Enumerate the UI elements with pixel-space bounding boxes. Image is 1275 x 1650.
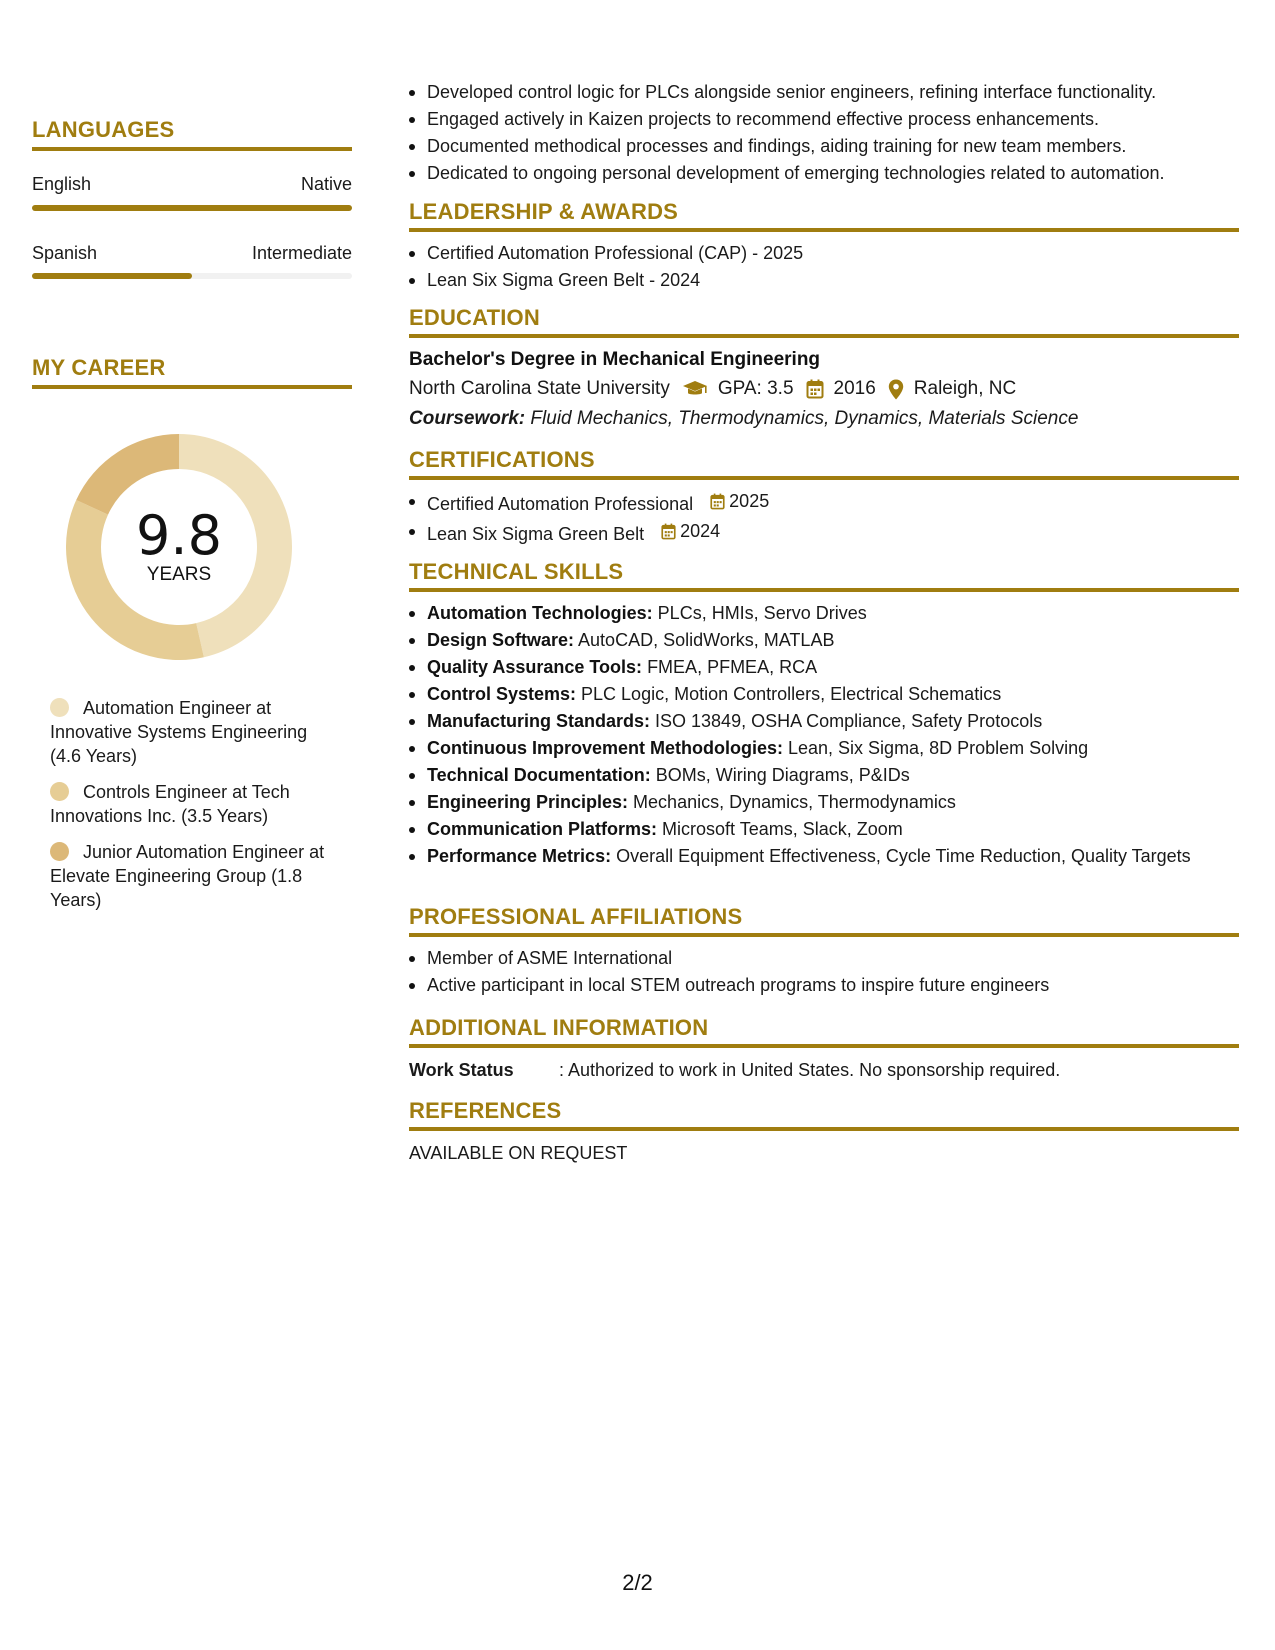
list-item: Member of ASME International bbox=[409, 945, 1239, 972]
education-location: Raleigh, NC bbox=[913, 378, 1017, 399]
list-item bbox=[409, 735, 1239, 762]
references-heading: REFERENCES bbox=[409, 1098, 1239, 1131]
certification-year: 2024 bbox=[680, 521, 721, 541]
affiliations-heading: PROFESSIONAL AFFILIATIONS bbox=[409, 904, 1239, 937]
skill-category: Performance Metrics: bbox=[427, 846, 612, 866]
skill-values: PLC Logic, Motion Controllers, Electrical Schematics bbox=[576, 684, 1002, 704]
list-item bbox=[409, 600, 1239, 627]
language-name: English bbox=[32, 174, 92, 194]
certifications-list bbox=[409, 488, 1239, 548]
education-details bbox=[409, 374, 1239, 404]
skill-category: Manufacturing Standards: bbox=[427, 711, 651, 731]
skill-category: Engineering Principles: bbox=[427, 792, 629, 812]
language-bar-fill bbox=[32, 205, 352, 211]
calendar-icon bbox=[710, 493, 725, 510]
list-item: Dedicated to ongoing personal development of emerging technologies related to automation. bbox=[409, 160, 1239, 187]
skill-values: Microsoft Teams, Slack, Zoom bbox=[657, 819, 903, 839]
education-gpa: GPA: 3.5 bbox=[717, 378, 794, 399]
references-section bbox=[409, 1098, 1239, 1167]
education-degree: Bachelor's Degree in Mechanical Engineering bbox=[409, 349, 821, 370]
leadership-heading: LEADERSHIP & AWARDS bbox=[409, 199, 1239, 232]
language-name: Spanish bbox=[32, 243, 98, 263]
certification-year: 2025 bbox=[729, 491, 770, 511]
skill-values: Mechanics, Dynamics, Thermodynamics bbox=[628, 792, 956, 812]
list-item bbox=[409, 789, 1239, 816]
skill-values: ISO 13849, OSHA Compliance, Safety Protocols bbox=[650, 711, 1043, 731]
work-status-label: Work Status bbox=[409, 1060, 514, 1080]
list-item: Certified Automation Professional (CAP) - 2025 bbox=[409, 240, 1239, 267]
skill-values: BOMs, Wiring Diagrams, P&IDs bbox=[650, 765, 910, 785]
certification-name: Certified Automation Professional bbox=[427, 494, 694, 514]
page-number: 2/2 bbox=[622, 1570, 653, 1595]
legend-dot-icon bbox=[50, 782, 69, 801]
language-bar-fill bbox=[32, 273, 192, 279]
list-item bbox=[409, 627, 1239, 654]
list-item bbox=[409, 762, 1239, 789]
legend-item bbox=[50, 696, 340, 768]
list-item: Active participant in local STEM outreach programs to inspire future engineers bbox=[409, 972, 1239, 999]
list-item bbox=[409, 708, 1239, 735]
language-row-english bbox=[32, 174, 352, 195]
legend-label: Automation Engineer at Innovative Systems Engineering (4.6 Years) bbox=[50, 698, 308, 766]
calendar-icon bbox=[806, 379, 824, 399]
skill-category: Continuous Improvement Methodologies: bbox=[427, 738, 783, 758]
skills-list bbox=[409, 600, 1239, 870]
skills-section bbox=[409, 559, 1239, 870]
list-item bbox=[409, 816, 1239, 843]
language-level: Intermediate bbox=[251, 243, 352, 263]
list-item bbox=[409, 488, 1239, 518]
list-item: Documented methodical processes and findings, aiding training for new team members. bbox=[409, 133, 1239, 160]
list-item: Lean Six Sigma Green Belt - 2024 bbox=[409, 267, 1239, 294]
graduation-cap-icon bbox=[682, 380, 708, 398]
languages-heading: LANGUAGES bbox=[32, 117, 352, 151]
legend-item bbox=[50, 780, 340, 828]
list-item bbox=[409, 518, 1239, 548]
certification-date bbox=[710, 488, 769, 515]
experience-bullets bbox=[409, 79, 1239, 187]
affiliations-section bbox=[409, 904, 1239, 999]
career-legend bbox=[50, 696, 340, 924]
education-school: North Carolina State University bbox=[409, 378, 670, 399]
legend-dot-icon bbox=[50, 698, 69, 717]
legend-dot-icon bbox=[50, 842, 69, 861]
legend-label: Junior Automation Engineer at Elevate Engineering Group (1.8 Years) bbox=[50, 842, 325, 910]
career-total-years: 9.8 bbox=[136, 504, 222, 567]
skill-category: Control Systems: bbox=[427, 684, 577, 704]
experience-continuation bbox=[409, 79, 1239, 187]
language-level: Native bbox=[300, 174, 352, 194]
list-item bbox=[409, 843, 1239, 870]
work-status-value: : Authorized to work in United States. No sponsorship required. bbox=[559, 1060, 1061, 1080]
skill-values: Overall Equipment Effectiveness, Cycle Time Reduction, Quality Targets bbox=[611, 846, 1191, 866]
legend-label: Controls Engineer at Tech Innovations Inc. (3.5 Years) bbox=[50, 782, 290, 826]
work-status-row bbox=[409, 1056, 1239, 1084]
skill-category: Automation Technologies: bbox=[427, 603, 653, 623]
education-section bbox=[409, 305, 1239, 434]
career-heading: MY CAREER bbox=[32, 355, 352, 389]
leadership-list bbox=[409, 240, 1239, 294]
legend-item bbox=[50, 840, 340, 912]
skill-values: FMEA, PFMEA, RCA bbox=[642, 657, 818, 677]
language-row-spanish bbox=[32, 243, 352, 264]
location-pin-icon bbox=[888, 379, 904, 400]
references-text: AVAILABLE ON REQUEST bbox=[409, 1143, 628, 1163]
certifications-heading: CERTIFICATIONS bbox=[409, 447, 1239, 480]
additional-info-section bbox=[409, 1015, 1239, 1084]
certifications-section bbox=[409, 447, 1239, 548]
donut-center bbox=[66, 434, 292, 660]
list-item: Engaged actively in Kaizen projects to recommend effective process enhancements. bbox=[409, 106, 1239, 133]
list-item bbox=[409, 681, 1239, 708]
education-heading: EDUCATION bbox=[409, 305, 1239, 338]
language-bar-english bbox=[32, 205, 352, 211]
skill-values: PLCs, HMIs, Servo Drives bbox=[652, 603, 867, 623]
skill-values: AutoCAD, SolidWorks, MATLAB bbox=[574, 630, 835, 650]
career-total-unit: YEARS bbox=[146, 564, 212, 585]
calendar-icon bbox=[661, 523, 676, 540]
list-item bbox=[409, 654, 1239, 681]
skill-category: Quality Assurance Tools: bbox=[427, 657, 643, 677]
skill-values: Lean, Six Sigma, 8D Problem Solving bbox=[783, 738, 1089, 758]
additional-info-heading: ADDITIONAL INFORMATION bbox=[409, 1015, 1239, 1048]
language-bar-spanish bbox=[32, 273, 352, 279]
coursework-label: Coursework: bbox=[409, 408, 526, 429]
certification-name: Lean Six Sigma Green Belt bbox=[427, 524, 645, 544]
coursework-list: Fluid Mechanics, Thermodynamics, Dynamics, Materials Science bbox=[525, 408, 1079, 429]
list-item: Developed control logic for PLCs alongside senior engineers, refining interface functionality. bbox=[409, 79, 1239, 106]
education-year: 2016 bbox=[833, 378, 876, 399]
leadership-section bbox=[409, 199, 1239, 294]
career-donut-chart bbox=[66, 434, 292, 660]
certification-date bbox=[661, 518, 720, 545]
skill-category: Design Software: bbox=[427, 630, 575, 650]
skill-category: Technical Documentation: bbox=[427, 765, 651, 785]
affiliations-list bbox=[409, 945, 1239, 999]
skill-category: Communication Platforms: bbox=[427, 819, 658, 839]
skills-heading: TECHNICAL SKILLS bbox=[409, 559, 1239, 592]
education-coursework bbox=[409, 404, 1239, 434]
